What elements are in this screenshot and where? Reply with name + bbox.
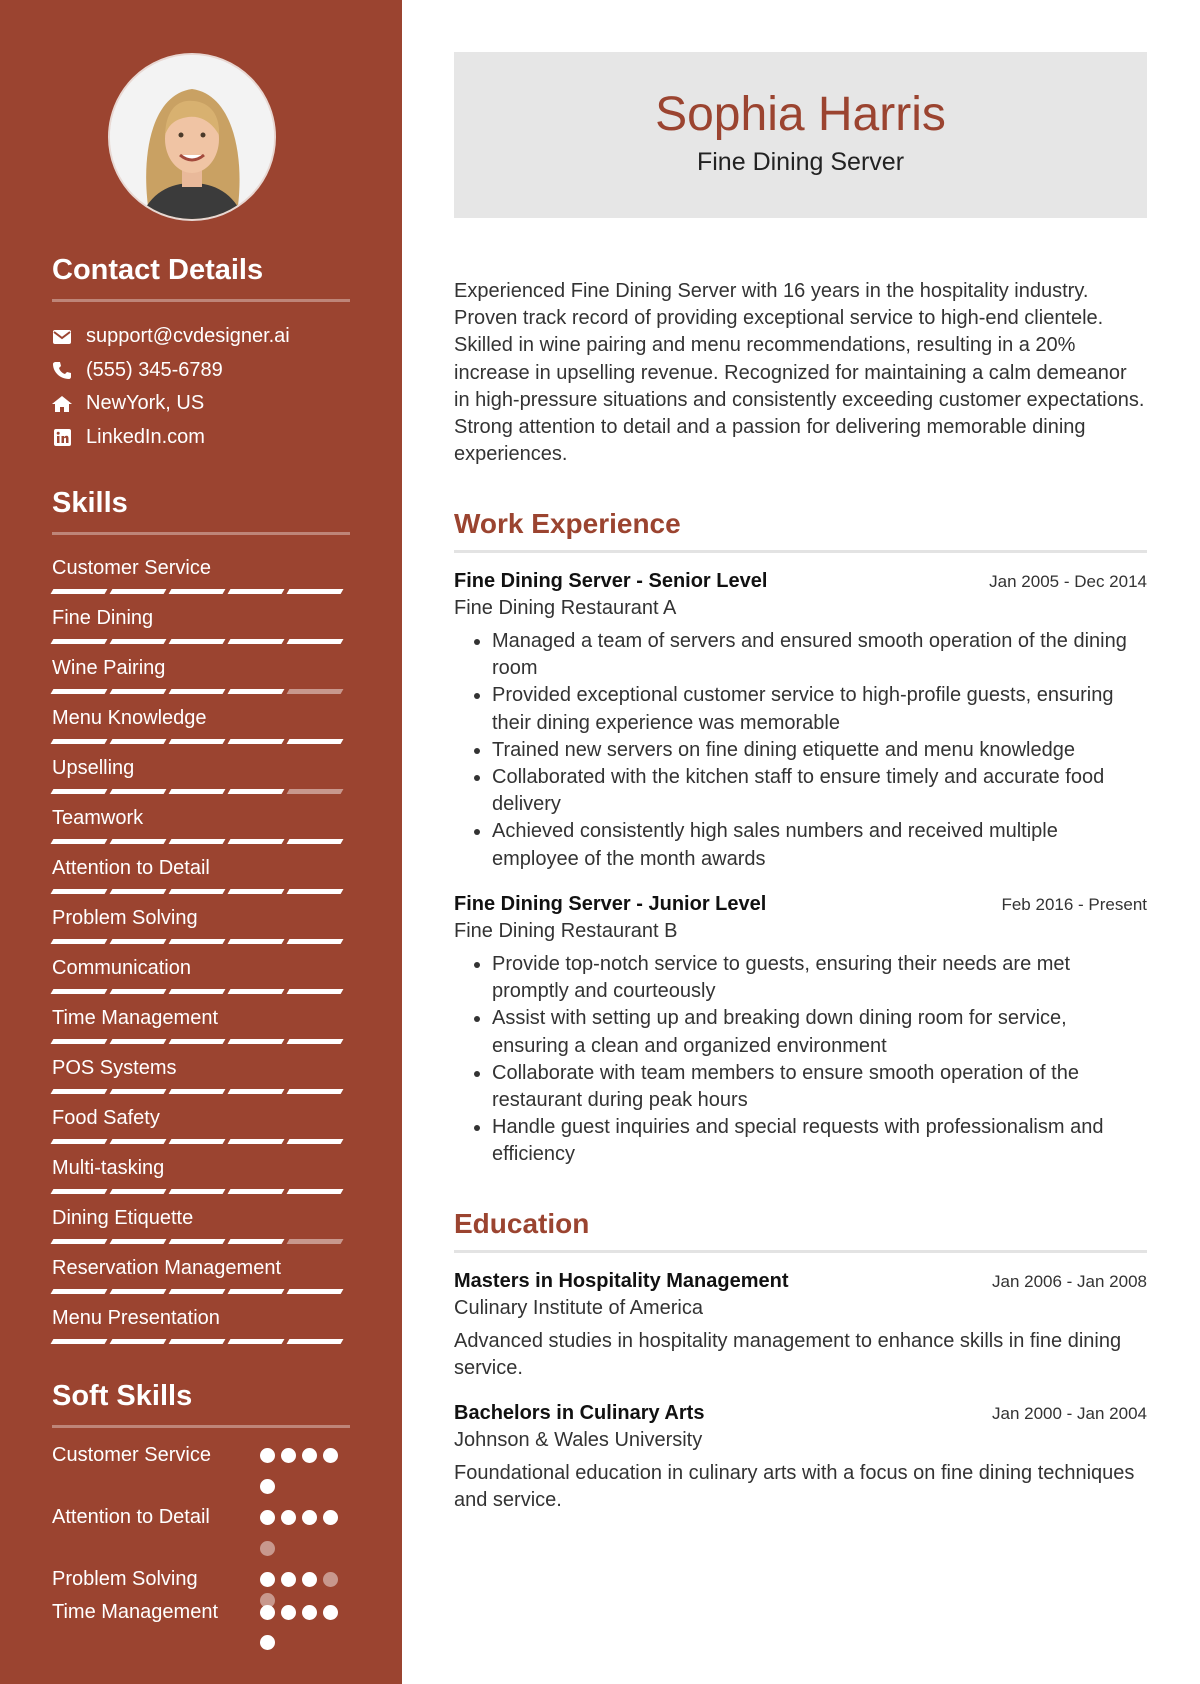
candidate-name: Sophia Harris xyxy=(655,88,946,141)
job-bullets xyxy=(454,628,1147,873)
skill-level-segment xyxy=(287,1189,344,1194)
skill-level-segment xyxy=(169,1289,226,1294)
skill-level-segment xyxy=(51,1239,108,1244)
skill-name: Communication xyxy=(52,957,191,979)
skill-level-segment xyxy=(228,1139,285,1144)
skill-level-segment xyxy=(51,639,108,644)
skill-name: Customer Service xyxy=(52,557,211,579)
skill-level-segment xyxy=(110,839,167,844)
skill-item xyxy=(52,903,350,953)
job-bullet: • Provide top-notch service to guests, ensuring their needs are met promptly and courteously xyxy=(492,951,1147,1005)
skill-level-segment xyxy=(228,1339,285,1344)
job-company: Fine Dining Restaurant A xyxy=(454,597,677,619)
skill-level-segment xyxy=(110,889,167,894)
skill-item xyxy=(52,1053,350,1103)
skill-level-segment xyxy=(169,739,226,744)
soft-skill-item xyxy=(52,1442,350,1504)
skill-level-segment xyxy=(287,689,344,694)
job-title: Fine Dining Server - Senior Level xyxy=(454,570,768,592)
home-icon xyxy=(52,394,72,414)
soft-skills-title: Soft Skills xyxy=(52,1380,350,1428)
skill-level-segment xyxy=(51,939,108,944)
candidate-title: Fine Dining Server xyxy=(696,148,905,176)
summary: Experienced Fine Dining Server with 16 years in the hospitality industry. Proven track record of providing exceptional service to high-end clientele. Skilled in wine pairing and menu recommendations, resulting in a 20% increase in upselling revenue. Recognized for maintaining a calm demeanor in high-pressure situations and consistently exceeding customer expectations. Strong attention to detail and a passion for delivering memorable dining experiences. xyxy=(454,280,1145,466)
skill-level-segment xyxy=(51,839,108,844)
skill-level-segment xyxy=(51,1289,108,1294)
skill-level-bar xyxy=(52,1189,342,1194)
skill-name: Menu Presentation xyxy=(52,1307,220,1329)
skill-level-segment xyxy=(169,889,226,894)
skill-level-segment xyxy=(110,1189,167,1194)
linkedin-icon xyxy=(52,427,72,447)
education-entry xyxy=(454,1402,1147,1514)
skill-level-segment xyxy=(51,889,108,894)
skill-level-segment xyxy=(110,939,167,944)
skill-level-segment xyxy=(169,639,226,644)
skill-level-bar xyxy=(52,839,342,844)
skill-name: Upselling xyxy=(52,757,135,779)
skill-level-segment xyxy=(287,589,344,594)
skill-level-segment xyxy=(110,989,167,994)
contact-section xyxy=(52,254,350,454)
work-experience-title: Work Experience xyxy=(454,508,1147,553)
skill-level-segment xyxy=(169,1189,226,1194)
job-bullet: • Collaborate with team members to ensure smooth operation of the restaurant during peak hours xyxy=(492,1060,1147,1114)
skill-level-segment xyxy=(287,1339,344,1344)
soft-skill-rating xyxy=(260,1504,350,1566)
soft-skill-rating xyxy=(260,1599,350,1659)
skill-level-segment xyxy=(169,939,226,944)
soft-skill-name: Problem Solving xyxy=(52,1568,198,1590)
skill-level-segment xyxy=(287,639,344,644)
skill-level-segment xyxy=(228,739,285,744)
skills-title: Skills xyxy=(52,487,350,535)
job-title: Fine Dining Server - Junior Level xyxy=(454,893,767,915)
skill-level-segment xyxy=(51,739,108,744)
skill-item xyxy=(52,553,350,603)
rating-dot xyxy=(260,1605,275,1620)
skill-level-bar xyxy=(52,939,342,944)
skill-level-segment xyxy=(110,689,167,694)
contact-linkedin[interactable] xyxy=(52,421,350,455)
skill-level-bar xyxy=(52,1239,342,1244)
skill-level-segment xyxy=(110,789,167,794)
school-name: Culinary Institute of America xyxy=(454,1297,703,1319)
education-title: Education xyxy=(454,1208,1147,1253)
skill-name: Problem Solving xyxy=(52,907,198,929)
contact-phone-text: (555) 345-6789 xyxy=(86,358,223,381)
rating-dot xyxy=(281,1448,296,1463)
skill-item xyxy=(52,853,350,903)
contact-location xyxy=(52,387,350,421)
avatar xyxy=(108,53,276,221)
education-dates: Jan 2000 - Jan 2004 xyxy=(991,1404,1147,1423)
skill-level-segment xyxy=(228,689,285,694)
skill-item xyxy=(52,1103,350,1153)
skill-level-segment xyxy=(110,1289,167,1294)
skill-level-segment xyxy=(228,1189,285,1194)
rating-dot xyxy=(302,1510,317,1525)
skill-level-segment xyxy=(228,1089,285,1094)
skill-level-bar xyxy=(52,1039,342,1044)
rating-dot xyxy=(323,1572,338,1587)
rating-dot xyxy=(302,1572,317,1587)
rating-dot xyxy=(260,1541,275,1556)
skill-level-segment xyxy=(287,889,344,894)
job-dates: Jan 2005 - Dec 2014 xyxy=(989,572,1147,591)
contact-email[interactable] xyxy=(52,320,350,354)
rating-dot xyxy=(260,1572,275,1587)
profile-photo-icon xyxy=(110,55,274,219)
rating-dot xyxy=(260,1635,275,1650)
skill-name: Reservation Management xyxy=(52,1257,282,1279)
rating-dot xyxy=(260,1448,275,1463)
skill-level-segment xyxy=(51,589,108,594)
skill-level-segment xyxy=(287,1239,344,1244)
skill-item xyxy=(52,1203,350,1253)
skill-level-segment xyxy=(228,1289,285,1294)
skill-level-segment xyxy=(287,839,344,844)
soft-skills-section xyxy=(52,1380,350,1659)
contact-title: Contact Details xyxy=(52,254,350,302)
skill-item xyxy=(52,953,350,1003)
skill-level-segment xyxy=(51,1089,108,1094)
soft-skill-name: Time Management xyxy=(52,1601,218,1623)
rating-dot xyxy=(281,1605,296,1620)
skill-level-segment xyxy=(287,1039,344,1044)
skill-level-segment xyxy=(169,1239,226,1244)
skill-level-segment xyxy=(51,789,108,794)
job-bullets xyxy=(454,951,1147,1169)
skill-level-segment xyxy=(228,839,285,844)
rating-dot xyxy=(260,1479,275,1494)
contact-phone[interactable] xyxy=(52,354,350,388)
skill-level-bar xyxy=(52,1139,342,1144)
education-description: Foundational education in culinary arts with a focus on fine dining techniques and service. xyxy=(454,1462,1135,1512)
soft-skill-item xyxy=(52,1504,350,1566)
rating-dot xyxy=(281,1510,296,1525)
skill-level-bar xyxy=(52,589,342,594)
skill-level-segment xyxy=(51,1189,108,1194)
skill-level-segment xyxy=(228,1039,285,1044)
skill-level-bar xyxy=(52,1289,342,1294)
skill-level-segment xyxy=(169,839,226,844)
skill-level-segment xyxy=(228,789,285,794)
skill-level-segment xyxy=(51,1039,108,1044)
skill-name: Dining Etiquette xyxy=(52,1207,194,1229)
skill-name: Fine Dining xyxy=(52,607,154,629)
skill-level-segment xyxy=(51,989,108,994)
job-bullet: • Collaborated with the kitchen staff to ensure timely and accurate food delivery xyxy=(492,764,1147,818)
contact-location-text: NewYork, US xyxy=(86,392,205,415)
skill-level-bar xyxy=(52,889,342,894)
skill-level-segment xyxy=(228,639,285,644)
job-bullet: • Managed a team of servers and ensured smooth operation of the dining room xyxy=(492,628,1147,682)
soft-skill-rating xyxy=(260,1566,350,1599)
skill-item xyxy=(52,1003,350,1053)
skill-level-segment xyxy=(110,1339,167,1344)
skill-item xyxy=(52,1153,350,1203)
job-dates: Feb 2016 - Present xyxy=(1001,895,1147,914)
rating-dot xyxy=(323,1605,338,1620)
education-dates: Jan 2006 - Jan 2008 xyxy=(991,1272,1147,1291)
job-company: Fine Dining Restaurant B xyxy=(454,920,678,942)
phone-icon xyxy=(52,360,72,380)
sidebar xyxy=(0,0,402,1684)
job-bullet: • Assist with setting up and breaking down dining room for service, ensuring a clean and organized environment xyxy=(492,1005,1147,1059)
skill-level-bar xyxy=(52,639,342,644)
skill-item xyxy=(52,653,350,703)
education-description: Advanced studies in hospitality management to enhance skills in fine dining service. xyxy=(454,1330,1122,1380)
rating-dot xyxy=(302,1448,317,1463)
skill-level-bar xyxy=(52,689,342,694)
job-bullet: • Provided exceptional customer service to high-profile guests, ensuring their dining experience was memorable xyxy=(492,682,1147,736)
skill-level-segment xyxy=(169,989,226,994)
skill-level-segment xyxy=(169,1039,226,1044)
skill-item xyxy=(52,1303,350,1353)
skill-level-segment xyxy=(287,989,344,994)
skill-level-segment xyxy=(51,1339,108,1344)
degree-title: Bachelors in Culinary Arts xyxy=(454,1402,705,1424)
skill-level-segment xyxy=(287,1289,344,1294)
skill-level-segment xyxy=(110,639,167,644)
soft-skill-rating xyxy=(260,1442,350,1504)
skill-level-segment xyxy=(110,589,167,594)
skill-item xyxy=(52,803,350,853)
job-bullet: • Handle guest inquiries and special requests with professionalism and efficiency xyxy=(492,1114,1147,1168)
skill-level-segment xyxy=(287,939,344,944)
skill-name: Multi-tasking xyxy=(52,1157,165,1179)
skills-list xyxy=(52,553,350,1353)
education-entry xyxy=(454,1270,1147,1382)
skill-level-bar xyxy=(52,1089,342,1094)
soft-skills-list xyxy=(52,1442,350,1659)
degree-title: Masters in Hospitality Management xyxy=(454,1270,789,1292)
school-name: Johnson & Wales University xyxy=(454,1429,703,1451)
skill-level-segment xyxy=(169,789,226,794)
skill-name: Teamwork xyxy=(52,807,144,829)
skill-level-segment xyxy=(51,1139,108,1144)
rating-dot xyxy=(323,1448,338,1463)
skill-level-segment xyxy=(169,1089,226,1094)
header xyxy=(454,52,1147,218)
skill-level-segment xyxy=(228,589,285,594)
skill-level-segment xyxy=(228,939,285,944)
skill-level-bar xyxy=(52,989,342,994)
skill-level-segment xyxy=(169,689,226,694)
skill-level-segment xyxy=(228,1239,285,1244)
skill-level-segment xyxy=(51,689,108,694)
skill-level-bar xyxy=(52,1339,342,1344)
skill-level-segment xyxy=(110,1239,167,1244)
skill-level-segment xyxy=(287,739,344,744)
skill-level-segment xyxy=(110,1139,167,1144)
skill-name: Menu Knowledge xyxy=(52,707,207,729)
skill-name: Wine Pairing xyxy=(52,657,166,679)
skill-level-segment xyxy=(110,1039,167,1044)
skill-name: Time Management xyxy=(52,1007,218,1029)
skill-item xyxy=(52,703,350,753)
contact-linkedin-text: LinkedIn.com xyxy=(86,425,205,448)
skill-name: Food Safety xyxy=(52,1107,160,1129)
skill-level-segment xyxy=(287,1139,344,1144)
contact-email-text: support@cvdesigner.ai xyxy=(86,325,290,348)
soft-skill-name: Customer Service xyxy=(52,1444,211,1466)
skill-level-bar xyxy=(52,789,342,794)
envelope-icon xyxy=(52,327,72,347)
job-bullet: • Trained new servers on fine dining etiquette and menu knowledge xyxy=(492,737,1147,764)
skill-level-segment xyxy=(228,989,285,994)
skill-name: POS Systems xyxy=(52,1057,177,1079)
soft-skill-item xyxy=(52,1566,350,1599)
skill-name: Attention to Detail xyxy=(52,857,210,879)
skill-level-segment xyxy=(110,739,167,744)
soft-skill-item xyxy=(52,1599,350,1659)
skill-level-segment xyxy=(228,889,285,894)
skill-item xyxy=(52,603,350,653)
skill-level-segment xyxy=(287,1089,344,1094)
soft-skill-name: Attention to Detail xyxy=(52,1506,210,1528)
rating-dot xyxy=(281,1572,296,1587)
skill-level-bar xyxy=(52,739,342,744)
skill-level-segment xyxy=(169,589,226,594)
job-entry xyxy=(454,893,1147,1169)
rating-dot xyxy=(302,1605,317,1620)
skill-item xyxy=(52,1253,350,1303)
job-entry xyxy=(454,570,1147,873)
skills-section xyxy=(52,487,350,1353)
skill-level-segment xyxy=(287,789,344,794)
job-bullet: • Achieved consistently high sales numbers and received multiple employee of the month awards xyxy=(492,818,1147,872)
skill-level-segment xyxy=(169,1139,226,1144)
skill-level-segment xyxy=(169,1339,226,1344)
skill-level-segment xyxy=(110,1089,167,1094)
rating-dot xyxy=(323,1510,338,1525)
skill-item xyxy=(52,753,350,803)
rating-dot xyxy=(260,1510,275,1525)
